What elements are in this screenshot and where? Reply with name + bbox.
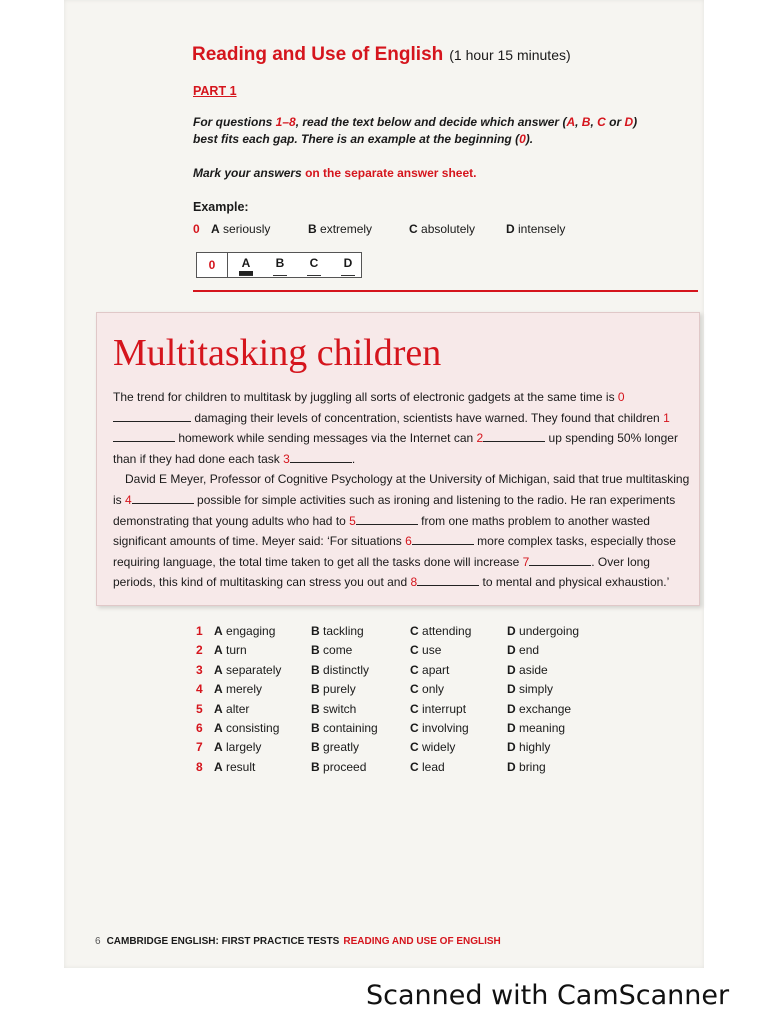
example-label: Example: — [193, 200, 249, 214]
page-footer — [95, 936, 501, 947]
passage-box — [96, 312, 700, 606]
answer-mark-d: D — [341, 256, 355, 276]
example-option-a: A seriously — [211, 222, 271, 236]
question-row: 6 A consisting B containing C involving D meaning — [196, 720, 566, 735]
example-option-b: B extremely — [308, 222, 373, 236]
section-divider — [193, 290, 698, 292]
question-row: 7 A largely B greatly C widely D highly — [196, 740, 551, 755]
instructions: For questions 1–8, read the text below and decide which answer (A, B, C or D) best fits each gap. There is an example at the beginning (0). — [193, 115, 638, 146]
scanner-watermark: Scanned with CamScanner — [366, 980, 730, 1011]
example-answer-box: 0 A B C D — [196, 252, 362, 278]
example-option-c: C absolutely — [409, 222, 476, 236]
mark-instruction: Mark your answers on the separate answer sheet. — [193, 166, 477, 180]
duration: (1 hour 15 minutes) — [449, 47, 571, 63]
question-row: 8 A result B proceed C lead D bring — [196, 759, 546, 774]
answer-mark-c: C — [307, 256, 321, 276]
passage-heading: Multitasking children — [113, 332, 442, 374]
question-row: 1 A engaging B tackling C attending D undergoing — [196, 624, 580, 638]
footer-section: READING AND USE OF ENGLISH — [343, 936, 501, 947]
section-title: Reading and Use of English (1 hour 15 minutes) — [192, 44, 571, 65]
book-title: CAMBRIDGE ENGLISH: FIRST PRACTICE TESTS — [106, 936, 340, 947]
question-row: 2 A turn B come C use D end — [196, 643, 540, 658]
question-row: 3 A separately B distinctly C apart D aside — [196, 662, 548, 677]
answer-mark-b: B — [273, 256, 287, 276]
answer-options — [196, 624, 616, 779]
question-row: 5 A alter B switch C interrupt D exchange — [196, 701, 572, 716]
answer-mark-a: A — [239, 256, 253, 276]
example-option-d: D intensely — [506, 222, 566, 236]
question-row: 4 A merely B purely C only D simply — [196, 682, 554, 697]
page-number: 6 — [95, 936, 101, 947]
part-label: PART 1 — [193, 84, 237, 98]
passage-text: The trend for children to multitask by juggling all sorts of electronic gadgets at the same time is 0 damaging their levels of concentration, scientists have warned. They found that children 1 homework while sending messages via the Internet can 2 up spending 50% longer than if they had done each task 3 . David E Meyer, Professor of Cognitive Psychology at the University of Michigan, said that true multitasking is 4 possible for simple activities such as ironing and listening to the radio. He ran experiments demonstrating that young adults who had to 5 from one maths problem to another wasted significant amounts of time. Meyer said: ‘For situations 6 more complex tasks, especially those requiring language, the total time taken to get all the tasks done will increase 7 . Over long periods, this kind of multitasking can stress you out and 8 to mental and physical exhaustion.’ — [113, 390, 690, 590]
